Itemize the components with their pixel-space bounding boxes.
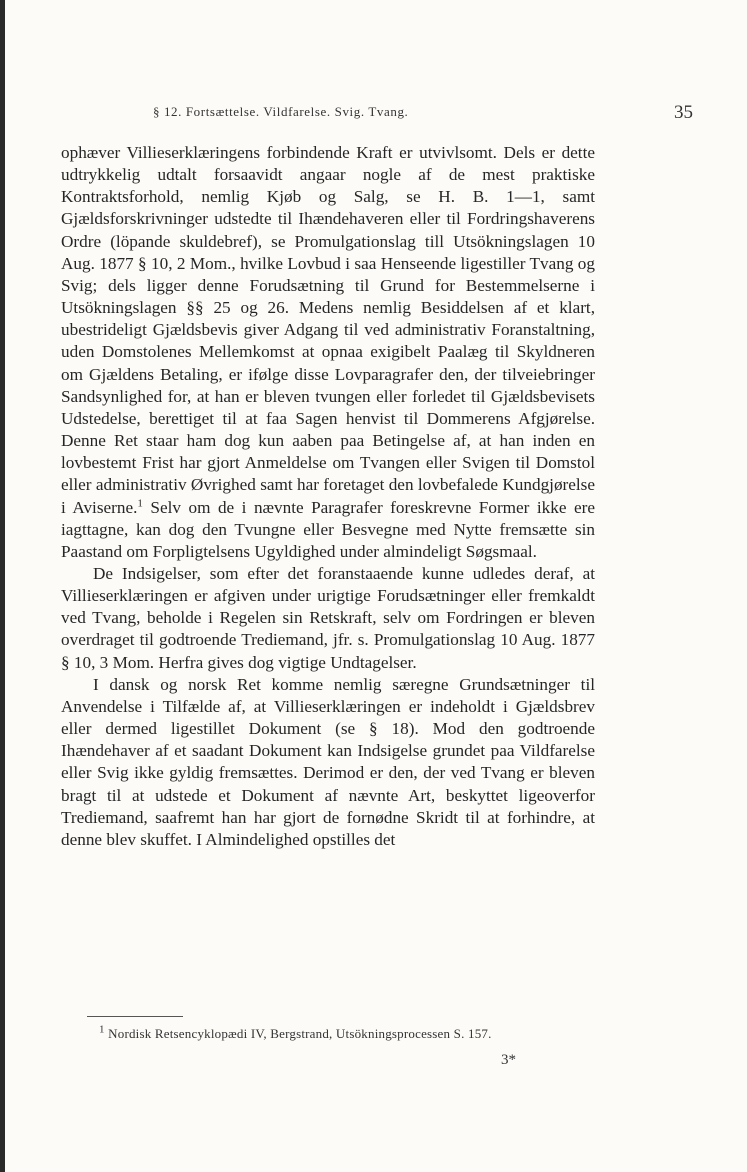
paragraph-2: De Indsigelser, som efter det foranstaaende kunne udledes deraf, at Villieserklæringen er afgiven under urigtige Forudsætninger eller fremkaldt ved Tvang, beholde i Regelen sin Retskraft, selv om Fordringen er bleven overdraget til godtroende Trediemand, jfr. s. Promulgationslag 10 Aug. 1877 § 10, 3 Mom. Herfra gives dog vigtige Undtagelser. — [61, 563, 595, 672]
paragraph-1-text: ophæver Villieserklæringens forbindende Kraft er utvivlsomt. Dels er dette udtrykkelig udtalt forsaavidt angaar nogle af de mest praktiske Kontraktsforhold, nemlig Kjøb og Salg, se H. B. 1—1, samt Gjældsforskrivninger udstedte til Ihændehaveren eller til Fordringshaverens Ordre (löpande skuldebref), se Promulgationslag till Utsökningslagen 10 Aug. 1877 § 10, 2 Mom., hvilke Lovbud i saa Henseende ligestiller Tvang og Svig; dels ligger denne Forudsætning til Grund for Bestemmelserne i Utsökningslagen §§ 25 og 26. Medens nemlig Besiddelsen af et klart, ubestrideligt Gjældsbevis giver Adgang til ved administrativ Foranstaltning, uden Domstolenes Mellemkomst at opnaa exigibelt Paalæg til Skyldneren om Gjældens Betaling, er ifølge disse Lovparagrafer den, der tilveiebringer Sandsynlighed for, at han er bleven tvungen eller forledet til Gjældsbevisets Udstedelse, berettiget til at faa Sagen henvist til Dommerens Afgjørelse. Denne Ret staar ham dog kun aaben paa Betingelse af, at han inden en lovbestemt Frist har gjort Anmeldelse om Tvangen eller Svigen til Domstol eller administrativ Øvrighed samt har foretaget den lovbefalede Kundgjørelse i Aviserne. — [61, 143, 595, 517]
page-header — [61, 100, 701, 130]
paragraph-1 — [61, 142, 595, 563]
printer-signature-mark: 3* — [501, 1052, 516, 1068]
body-text — [61, 142, 595, 851]
paragraph-3: I dansk og norsk Ret komme nemlig særegne Grundsætninger til Anvendelse i Tilfælde af, at Villieserklæringen er indeholdt i Gjældsbrev eller dermed ligestillet Dokument (se § 18). Mod den godtroende Ihændehaver af et saadant Dokument kan Indsigelse grundet paa Vildfarelse eller Svig ikke gyldig fremsættes. Derimod er den, der ved Tvang er bleven bragt til at udstede et Dokument af nævnte Art, beskyttet ligeoverfor Trediemand, saafremt han har gjort de fornødne Skridt til at forhindre, at denne blev skuffet. I Almindelighed opstilles det — [61, 674, 595, 849]
paragraph-1-text-continued: Selv om de i nævnte Paragrafer foreskrevne Former ikke ere iagttagne, kan dog den Tvungne eller Besvegne med Nytte fremsætte sin Paastand om Forpligtelsens Ugyldighed under almindeligt Søgsmaal. — [61, 497, 595, 561]
footnote-reference: 1 — [137, 496, 143, 509]
running-head: § 12. Fortsættelse. Vildfarelse. Svig. Tvang. — [153, 104, 409, 119]
footnote-mark: 1 — [99, 1023, 105, 1036]
page-number: 35 — [674, 102, 693, 123]
footnote-divider — [87, 1016, 183, 1017]
footnote-text: Nordisk Retsencyklopædi IV, Bergstrand, Utsökningsprocessen S. 157. — [108, 1026, 492, 1041]
footnote — [99, 1023, 619, 1042]
